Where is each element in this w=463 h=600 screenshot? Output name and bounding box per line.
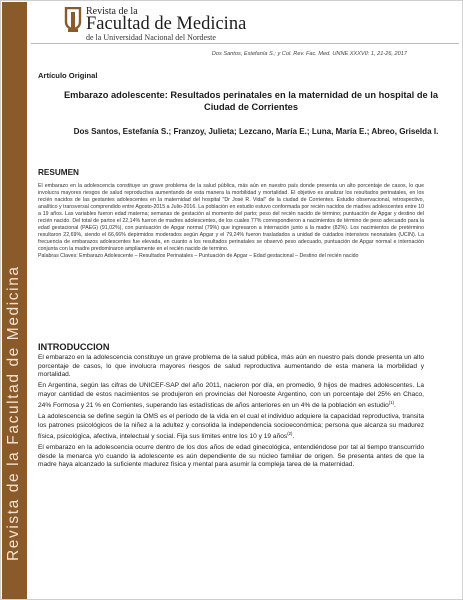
intro-paragraph-3-text: La adolescencia se define según la OMS es el período de la vida en el cual el individuo adquiere la capacidad reproductiva, transita los patrones psicológicos de la niñez a la adultez y consolida la independencia socioeconómica; persona que alcanza su madurez física, psicológica, afectiva, intelectual y social. Fija sus límites entre los 10 y 19 años bbox=[38, 413, 424, 441]
intro-paragraph-3: La adolescencia se define según la OMS es el período de la vida en el cual el individuo adquiere la capacidad reproductiva, transita los patrones psicológicos de la niñez a la adultez y consolida la independencia socioeconómica; persona que alcanza su madurez física, psicológica, afectiva, intelectual y social. Fija sus límites entre los 10 y 19 años$^{(2)}$. bbox=[38, 413, 424, 441]
citation-line: Dos Santos, Estefanía S.; y Col. Rev. Fac. Med. UNNE XXXVII: 1, 21-26, 2017 bbox=[211, 51, 407, 57]
section-label: Artículo Original bbox=[38, 71, 98, 80]
journal-header-small: Revista de la bbox=[86, 6, 138, 17]
introduccion-heading: INTRODUCCION bbox=[38, 342, 110, 352]
intro-paragraph-1 bbox=[38, 354, 424, 380]
header-divider bbox=[31, 43, 459, 44]
intro-paragraph-2-text: En Argentina, según las cifras de UNICEF-SAP del año 2011, nacieron por día, en promedio, 9 hijos de madres adolescentes. La mayor cantidad de estos nacimientos se produjeron en provincias del Noroeste Argentino, con un porcentaje del 25% en Chaco, 24% Formosa y 21 % en Corrientes, superando las estadísticas de años anteriores en un 4% de la población en estudio bbox=[38, 381, 424, 410]
intro-paragraph-1-text: El embarazo en la adolescencia constituye un grave problema de la salud pública, más aún en nuestro país donde presenta un alto porcentaje de casos, lo que involucra mayores riesgos de salud reproductiva aumentando de esta manera la morbilidad y mortalidad. bbox=[38, 354, 424, 379]
journal-header-subtitle: de la Universidad Nacional del Nordeste bbox=[86, 33, 216, 42]
introduccion-body bbox=[38, 354, 424, 472]
intro-paragraph-2: En Argentina, según las cifras de UNICEF-SAP del año 2011, nacieron por día, en promedio, 9 hijos de madres adolescentes. La mayor cantidad de estos nacimientos se produjeron en provincias del Noroeste Argentino, con un porcentaje del 25% en Chaco, 24% Formosa y 21 % en Corrientes, superando las estadísticas de años anteriores en un 4% de la población en estudio$^{(1)}$. bbox=[38, 381, 424, 410]
abstract-block bbox=[38, 183, 424, 261]
article-authors: Dos Santos, Estefanía S.; Franzoy, Julieta; Lezcano, María E.; Luna, María E.; Abreo, Griselda I. bbox=[73, 127, 439, 136]
university-logo-icon bbox=[64, 7, 82, 33]
intro-paragraph-4 bbox=[38, 444, 424, 470]
resumen-heading: RESUMEN bbox=[38, 168, 79, 177]
journal-header-title: Facultad de Medicina bbox=[86, 14, 247, 34]
article-title: Embarazo adolescente: Resultados perinatales en la maternidad de un hospital de la Ciudad de Corrientes bbox=[63, 90, 439, 112]
side-journal-title: Revista de la Facultad de Medicina bbox=[5, 265, 22, 561]
reference-1: (1) bbox=[388, 400, 395, 406]
abstract-keywords: Palabras Claves: Embarazo Adolescente – Resultados Perinatales – Puntuación de Apgar – Edad gestacional – Destino del recién nacido bbox=[38, 253, 359, 260]
abstract-text: El embarazo en la adolescencia constituye un grave problema de la salud pública, más aún en nuestro país donde presenta un alto porcentaje de casos, lo que involucra mayores riesgos de salud reproductiva aumentando de esta manera la morbilidad y mortalidad. El objetivo es analizar los resultados perinatales, en los recién nacidos de las gestantes adolescentes en la maternidad del hospital "Dr José R. Vidal" de la ciudad de Corrientes. Estudio observacional, retrospectivo, analítico y transversal comprendido entre Agosto-2015 a Julio-2016. La población en estudio estuvo conformada por recién nacidos de madres adolescentes entre 10 a 19 años. Las variables fueron edad materna; semanas de gestación al momento del parto; peso del recién nacido de término; puntuación de Apgar y destino del recién nacido. Del total de partos el 22,14% fueron de madres adolescentes, de los cuales 77% correspondieron a nacimientos de término de peso adecuado para la edad gestacional (PAEG) (91,02%), con puntuación de Apgar normal (79%) que ingresaron a internación junto a la madre (82%). Los nacimientos de pretérmino resultaron 22,69%, siendo el 66,66% depirmidos moderados según Apgar y el 79,24% fueron trasladados a unidad de cuidados intensivos neonatales (UCIN). La frecuencia de embarazos adolescentes fue elevada, en cuanto a los resultados perinatales se observó peso adecuado, puntuación de Apgar normal e internación conjunta con la madre predominaron ampliamente en el recién nacido de termino. bbox=[38, 183, 424, 253]
intro-paragraph-4-text: El embarazo en la adolescencia ocurre dentro de los dos años de edad ginecológica, entendiéndose por tal al tiempo transcurrido desde la menarca y/o cuando la adolescente es aún dependiente de su núcleo familiar de origen. Se presenta antes de que la madre haya alcanzado la suficiente madurez física y mental para asumir la compleja tarea de la maternidad. bbox=[38, 444, 424, 469]
reference-2: (2) bbox=[287, 431, 293, 437]
